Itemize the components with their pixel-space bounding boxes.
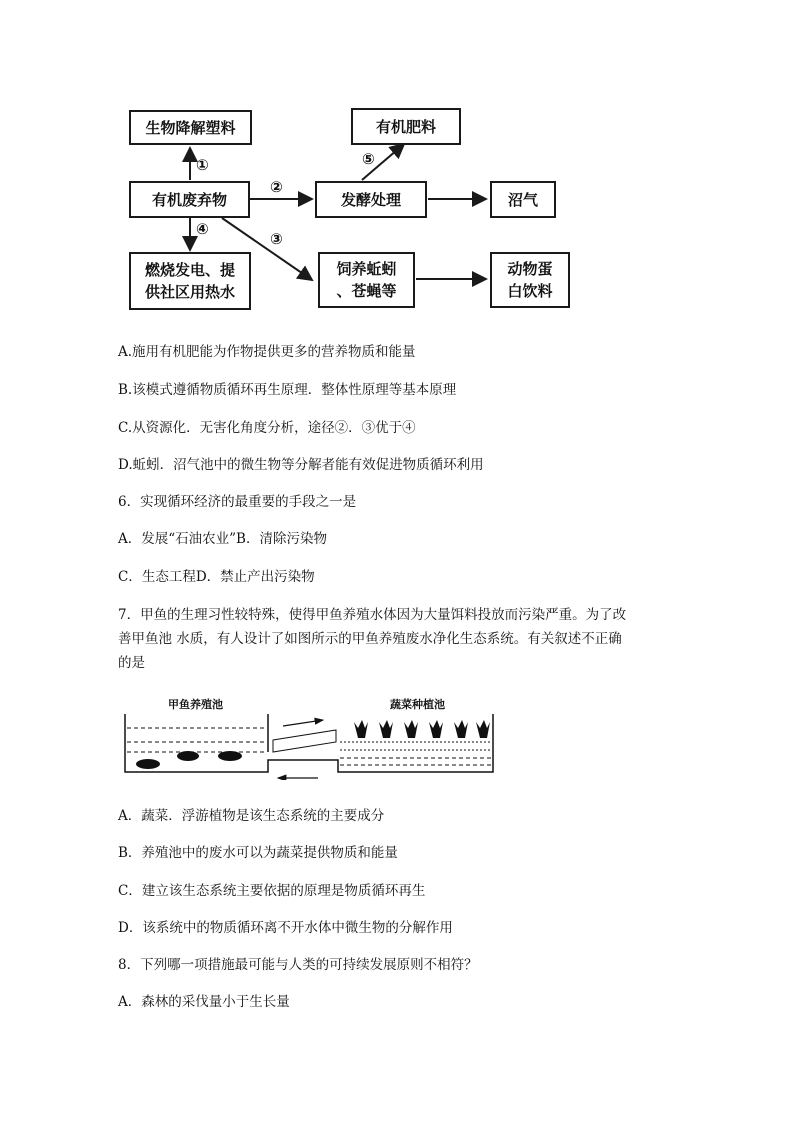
q6-stem: 6．实现循环经济的最重要的手段之一是 xyxy=(118,494,357,510)
q5-option-a: A.施用有机肥能为作物提供更多的营养物质和能量 xyxy=(118,344,416,360)
turtle-pond-figure xyxy=(118,690,508,780)
q7-stem-line3: 的是 xyxy=(118,655,145,671)
box-feeding-line2: 、苍蝇等 xyxy=(336,282,397,300)
box-feeding xyxy=(318,252,415,308)
q7-stem-line2: 善甲鱼池 水质，有人设计了如图所示的甲鱼养殖废水净化生态系统。有关叙述不正确 xyxy=(118,631,622,647)
turtle-1 xyxy=(136,759,160,769)
vegetable-plants xyxy=(354,720,490,738)
q7-option-b: B．养殖池中的废水可以为蔬菜提供物质和能量 xyxy=(118,845,398,861)
q7-option-a: A．蔬菜．浮游植物是该生态系统的主要成分 xyxy=(118,808,385,824)
q5-option-c: C.从资源化．无害化角度分析，途径②．③优于④ xyxy=(118,420,416,436)
q8-stem: 8．下列哪一项措施最可能与人类的可持续发展原则不相符？ xyxy=(118,957,478,973)
pond-diagram xyxy=(118,690,508,780)
box-fermentation-label: 发酵处理 xyxy=(340,190,401,209)
q6-options-ab: A．发展“石油农业”B．清除污染物 xyxy=(118,531,327,547)
q8-option-a: A．森林的采伐量小于生长量 xyxy=(118,994,290,1010)
box-organic-fertilizer xyxy=(351,108,461,145)
marker-2: ② xyxy=(270,178,283,196)
box-organic-waste xyxy=(129,181,250,218)
box-burning xyxy=(129,252,251,310)
box-burning-line2: 供社区用热水 xyxy=(144,283,235,301)
figure-label-turtle-pond: 甲鱼养殖池 xyxy=(168,698,223,711)
box-protein xyxy=(490,252,570,308)
box-burning-line1: 燃烧发电、提 xyxy=(144,261,235,279)
box-organic-waste-label: 有机废弃物 xyxy=(151,190,227,209)
q7-option-c: C．建立该生态系统主要依据的原理是物质循环再生 xyxy=(118,883,426,899)
marker-4: ④ xyxy=(196,220,209,238)
q5-option-b: B.该模式遵循物质循环再生原理．整体性原理等基本原理 xyxy=(118,382,457,398)
q7-stem-line1: 7．甲鱼的生理习性较特殊，使得甲鱼养殖水体因为大量饵料投放而污染严重。为了改 xyxy=(118,607,627,623)
waste-utilization-flowchart xyxy=(0,0,794,330)
q7-option-d: D．该系统中的物质循环离不开水体中微生物的分解作用 xyxy=(118,920,453,936)
box-protein-line1: 动物蛋 xyxy=(507,260,553,278)
marker-1: ① xyxy=(196,156,209,174)
box-biogas-label: 沼气 xyxy=(507,190,538,209)
marker-3: ③ xyxy=(270,230,283,248)
q6-options-cd: C．生态工程D．禁止产出污染物 xyxy=(118,569,315,585)
marker-5: ⑤ xyxy=(362,150,375,168)
figure-label-vegetable-pond: 蔬菜种植池 xyxy=(390,698,445,711)
box-protein-line2: 白饮料 xyxy=(507,282,553,300)
box-feeding-line1: 饲养蚯蚓 xyxy=(336,260,397,278)
box-bioplastic xyxy=(129,110,252,145)
box-organic-fertilizer-label: 有机肥料 xyxy=(375,117,436,136)
turtle-3 xyxy=(218,751,242,761)
box-biogas xyxy=(490,181,556,218)
box-fermentation xyxy=(315,181,427,218)
q5-option-d: D.蚯蚓．沼气池中的微生物等分解者能有效促进物质循环利用 xyxy=(118,457,484,473)
box-bioplastic-label: 生物降解塑料 xyxy=(145,118,236,137)
turtle-2 xyxy=(177,751,199,761)
